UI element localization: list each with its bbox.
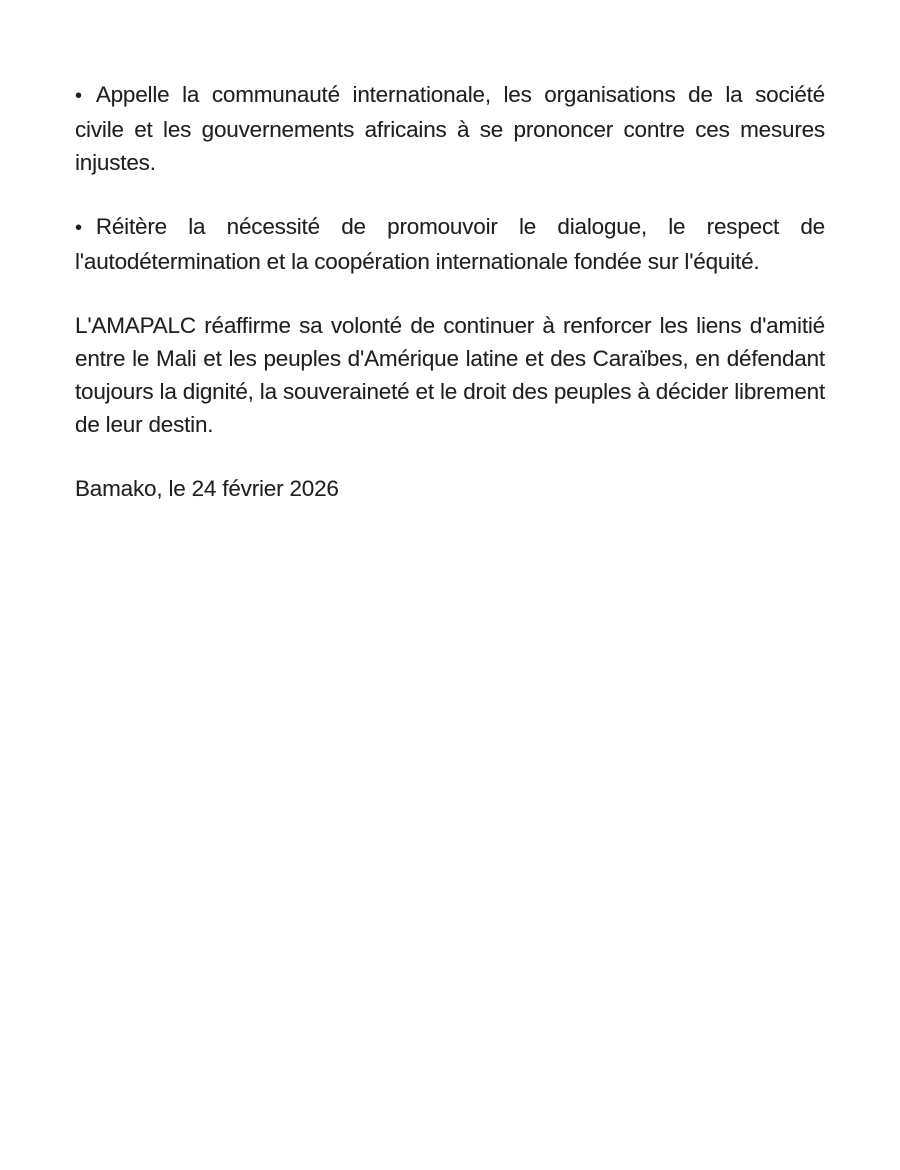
bullet-icon: • — [75, 85, 82, 107]
bullet-icon: • — [75, 217, 82, 239]
dateline: Bamako, le 24 février 2026 — [75, 476, 339, 501]
bullet-paragraph-text: Appelle la communauté internationale, les organisations de la société civile et les gouvernements africains à se prononcer contre ces mesures injustes. — [75, 82, 825, 175]
bullet-paragraph-text: Réitère la nécessité de promouvoir le dialogue, le respect de l'autodétermination et la coopération internationale fondée sur l'équité. — [75, 214, 825, 274]
body-paragraph-amapalc: L'AMAPALC réaffirme sa volonté de continuer à renforcer les liens d'amitié entre le Mali et les peuples d'Amérique latine et des Caraïbes, en défendant toujours la dignité, la souveraineté et le droit des peuples à décider librement de leur destin. — [75, 313, 825, 437]
bullet-paragraph-reitere — [75, 210, 825, 278]
bullet-paragraph-appelle — [75, 78, 825, 179]
